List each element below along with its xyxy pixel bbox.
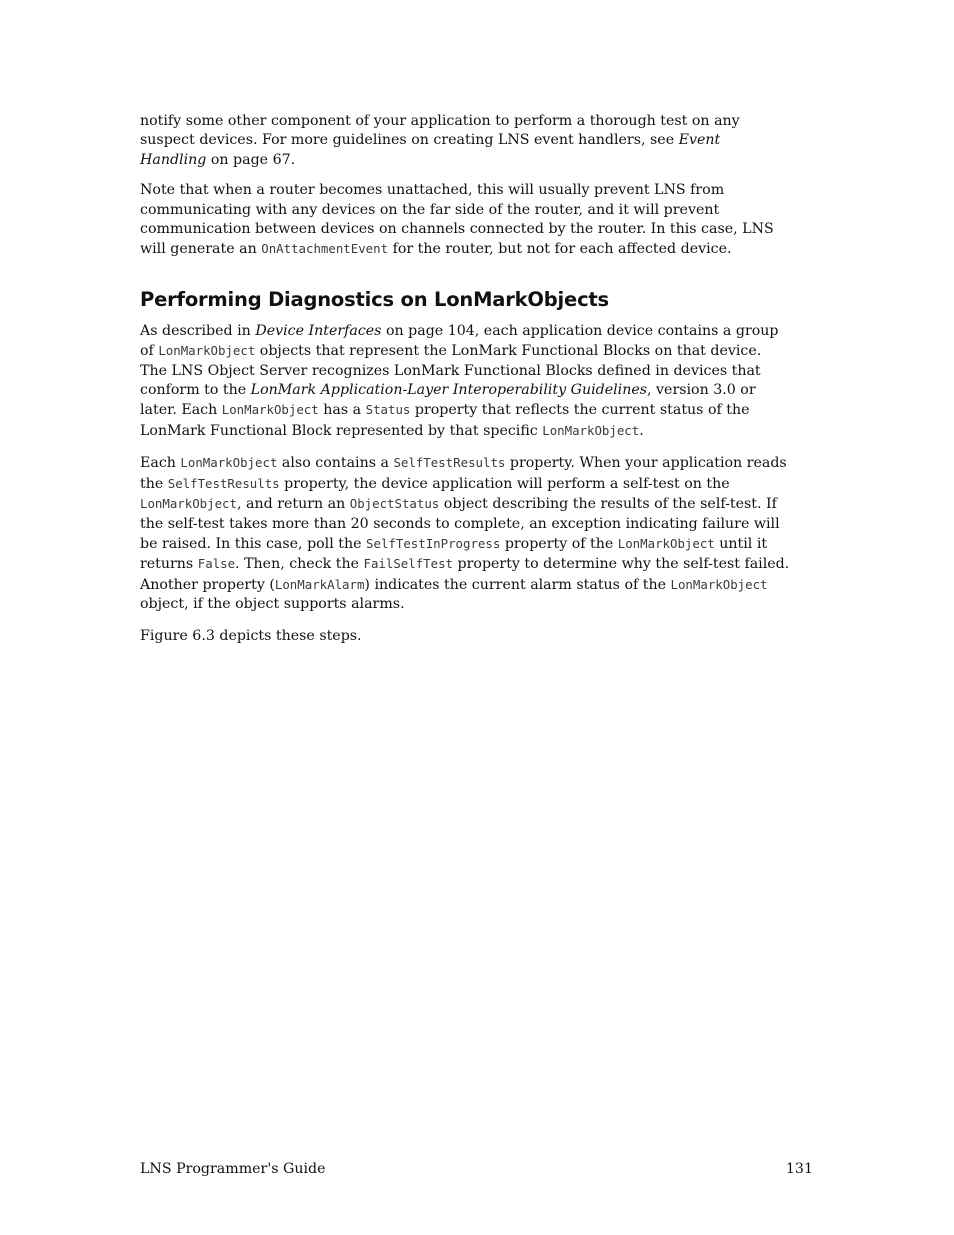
text: for the router, but not for each affected device. — [388, 241, 732, 258]
code-lonmarkobject: LonMarkObject — [180, 455, 278, 471]
paragraph-figure-reference: Figure 6.3 depicts these steps. — [140, 627, 362, 644]
footer-title: LNS Programmer's Guide — [140, 1161, 326, 1177]
paragraph-unattached-router — [140, 181, 790, 260]
code-lonmarkobject: LonMarkObject — [542, 422, 640, 438]
code-onattachmentevent: OnAttachmentEvent — [261, 241, 389, 257]
text: on page 67. — [206, 151, 296, 168]
text: . Then, check the — [235, 556, 364, 573]
paragraph-self-test — [140, 453, 790, 614]
text: As described in — [140, 322, 256, 339]
code-objectstatus: ObjectStatus — [349, 496, 440, 512]
text: , version 3.0 or later. Each — [140, 382, 756, 419]
cross-reference-event-handling[interactable]: Event Handling — [140, 132, 721, 168]
text: also contains a — [277, 455, 394, 472]
document-title-guidelines: LonMark Application-Layer Interoperability Guidelines — [250, 382, 648, 399]
text: object describing the results of the self-test. If the self-test takes more than 20 seconds to complete, an exception indicating failure will be raised. In this case, poll the — [140, 496, 780, 552]
text: property of the — [500, 535, 618, 552]
code-status: Status — [365, 402, 411, 418]
code-selftestresults: SelfTestResults — [393, 455, 506, 471]
page-number: 131 — [785, 1161, 813, 1177]
code-false: False — [197, 556, 236, 572]
cross-reference-device-interfaces[interactable]: Device Interfaces — [255, 322, 382, 339]
code-selftestinprogress: SelfTestInProgress — [366, 535, 501, 551]
code-lonmarkobject: LonMarkObject — [140, 496, 237, 512]
code-lonmarkobject: LonMarkObject — [617, 535, 715, 551]
text: object, if the object supports alarms. — [140, 596, 405, 613]
text: ) indicates the current alarm status of the — [364, 576, 671, 593]
page-content — [140, 112, 790, 646]
code-lonmarkalarm: LonMarkAlarm — [274, 576, 365, 592]
paragraph-device-interfaces — [140, 322, 790, 441]
page-footer — [140, 1160, 813, 1179]
code-lonmarkobject: LonMarkObject — [221, 402, 319, 418]
code-failselftest: FailSelfTest — [363, 556, 454, 572]
text: Note that when a router becomes unattached, this will usually prevent LNS from communicating with any devices on the far side of the router, and it will prevent communication between devices on channels connected by the router. In this case, LNS will generate an — [140, 182, 774, 258]
text: property to determine why the self-test failed. Another property ( — [140, 556, 790, 593]
text: has a — [318, 402, 366, 419]
text: property. When your application reads the — [140, 455, 787, 492]
text: , and return an — [236, 496, 350, 513]
section-heading: Performing Diagnostics on LonMarkObjects — [140, 287, 609, 311]
code-lonmarkobject: LonMarkObject — [670, 576, 768, 592]
text: until it returns — [140, 535, 768, 573]
text: . — [639, 422, 644, 439]
text: property, the device application will perform a self-test on the — [279, 475, 730, 492]
text: on page 104, each application device contains a group of — [140, 322, 779, 360]
code-selftestresults: SelfTestResults — [167, 475, 280, 491]
text: property that reflects the current status of the LonMark Functional Block represented by that specific — [140, 402, 750, 439]
text: Each — [140, 455, 181, 472]
code-lonmarkobject: LonMarkObject — [158, 343, 256, 359]
paragraph-event-handling — [140, 112, 790, 170]
text: notify some other component of your application to perform a thorough test on any suspect devices. For more guidelines on creating LNS event handlers, see — [140, 113, 740, 149]
text: objects that represent the LonMark Functional Blocks on that device. The LNS Object Server recognizes LonMark Functional Blocks defined in devices that conform to the — [140, 343, 762, 399]
